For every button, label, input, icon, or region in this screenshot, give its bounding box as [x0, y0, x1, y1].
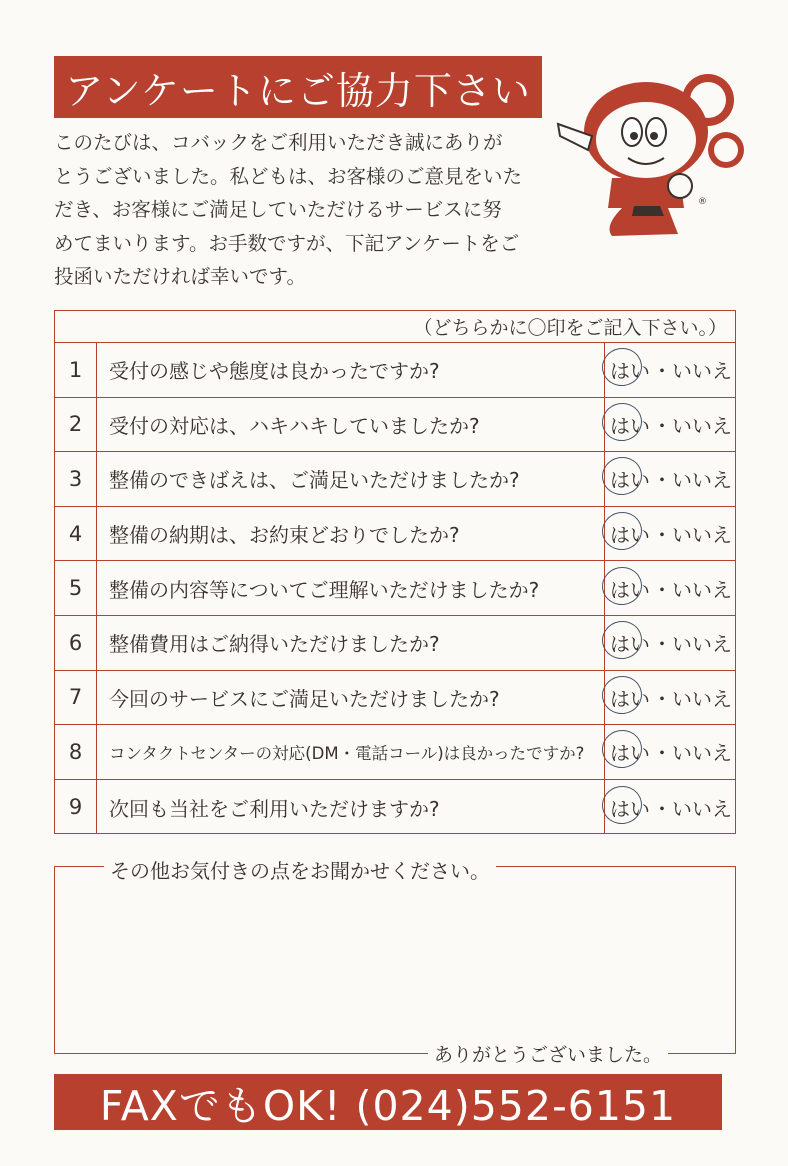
answer-no[interactable]: いいえ	[672, 686, 732, 711]
answer-no[interactable]: いいえ	[672, 796, 732, 821]
answer-no[interactable]: いいえ	[672, 523, 732, 548]
question-number: 9	[55, 780, 97, 835]
answer-options[interactable]	[605, 780, 735, 835]
answer-separator: ・	[652, 413, 672, 438]
mascot-illustration	[548, 66, 744, 248]
answer-options[interactable]	[605, 725, 735, 779]
answer-yes-circled[interactable]: はい	[608, 628, 652, 657]
answer-separator: ・	[652, 523, 672, 548]
table-row	[55, 780, 735, 835]
answer-no[interactable]: いいえ	[672, 632, 732, 657]
question-number: 4	[55, 507, 97, 561]
answer-yes-circled[interactable]: はい	[608, 683, 652, 712]
table-row	[55, 616, 735, 671]
question-number: 6	[55, 616, 97, 670]
table-row	[55, 398, 735, 453]
answer-yes-circled[interactable]: はい	[608, 737, 652, 766]
table-row	[55, 452, 735, 507]
answer-options[interactable]	[605, 452, 735, 506]
answer-separator: ・	[652, 359, 672, 384]
question-number: 2	[55, 398, 97, 452]
table-row	[55, 343, 735, 398]
answer-options[interactable]	[605, 343, 735, 397]
survey-table	[54, 310, 736, 834]
comments-box[interactable]	[54, 866, 736, 1054]
answer-yes-circled[interactable]: はい	[608, 355, 652, 384]
question-text: 整備費用はご納得いただけましたか?	[97, 616, 605, 670]
table-row	[55, 671, 735, 726]
question-text: 整備の内容等についてご理解いただけましたか?	[97, 561, 605, 615]
answer-separator: ・	[652, 577, 672, 602]
question-text: 整備のできばえは、ご満足いただけましたか?	[97, 452, 605, 506]
question-text: 受付の対応は、ハキハキしていましたか?	[97, 398, 605, 452]
answer-separator: ・	[652, 468, 672, 493]
answer-separator: ・	[652, 741, 672, 766]
answer-options[interactable]	[605, 671, 735, 725]
intro-line: めてまいります。お手数ですが、下記アンケートをご	[54, 231, 520, 255]
fax-banner: FAXでもOK! (024)552-6151	[54, 1074, 722, 1130]
intro-line: このたびは、コバックをご利用いただき誠にありが	[54, 131, 503, 154]
intro-line: だき、お客様にご満足していただけるサービスに努	[54, 198, 502, 221]
answer-yes-circled[interactable]: はい	[608, 793, 652, 822]
table-row	[55, 507, 735, 562]
question-text: 整備の納期は、お約束どおりでしたか?	[97, 507, 605, 561]
question-number: 3	[55, 452, 97, 506]
survey-instruction: （どちらかに〇印をご記入下さい。）	[55, 311, 735, 343]
question-text: コンタクトセンターの対応(DM・電話コール)は良かったですか?	[97, 725, 605, 779]
answer-options[interactable]	[605, 561, 735, 615]
answer-yes-circled[interactable]: はい	[608, 464, 652, 493]
table-row	[55, 561, 735, 616]
answer-options[interactable]	[605, 616, 735, 670]
answer-yes-circled[interactable]: はい	[608, 410, 652, 439]
intro-line: 投函いただければ幸いです。	[54, 265, 306, 288]
intro-text	[54, 126, 554, 294]
title-banner: アンケートにご協力下さい	[54, 56, 542, 118]
question-number: 1	[55, 343, 97, 397]
question-text: 次回も当社をご利用いただけますか?	[97, 780, 605, 835]
question-number: 7	[55, 671, 97, 725]
answer-separator: ・	[652, 686, 672, 711]
answer-options[interactable]	[605, 398, 735, 452]
answer-no[interactable]: いいえ	[672, 468, 732, 493]
question-text: 今回のサービスにご満足いただけましたか?	[97, 671, 605, 725]
comments-label: その他お気付きの点をお聞かせください。	[104, 855, 496, 884]
answer-no[interactable]: いいえ	[672, 413, 732, 438]
answer-no[interactable]: いいえ	[672, 741, 732, 766]
answer-options[interactable]	[605, 507, 735, 561]
answer-yes-circled[interactable]: はい	[608, 574, 652, 603]
thank-you-text: ありがとうございました。	[428, 1040, 668, 1067]
answer-separator: ・	[652, 632, 672, 657]
table-row	[55, 725, 735, 780]
answer-yes-circled[interactable]: はい	[608, 519, 652, 548]
svg-text:®: ®	[698, 197, 707, 207]
answer-no[interactable]: いいえ	[672, 359, 732, 384]
question-text: 受付の感じや態度は良かったですか?	[97, 343, 605, 397]
intro-line: とうございました。私どもは、お客様のご意見をいた	[54, 164, 523, 188]
answer-no[interactable]: いいえ	[672, 577, 732, 602]
question-number: 5	[55, 561, 97, 615]
answer-separator: ・	[652, 796, 672, 821]
question-number: 8	[55, 725, 97, 779]
